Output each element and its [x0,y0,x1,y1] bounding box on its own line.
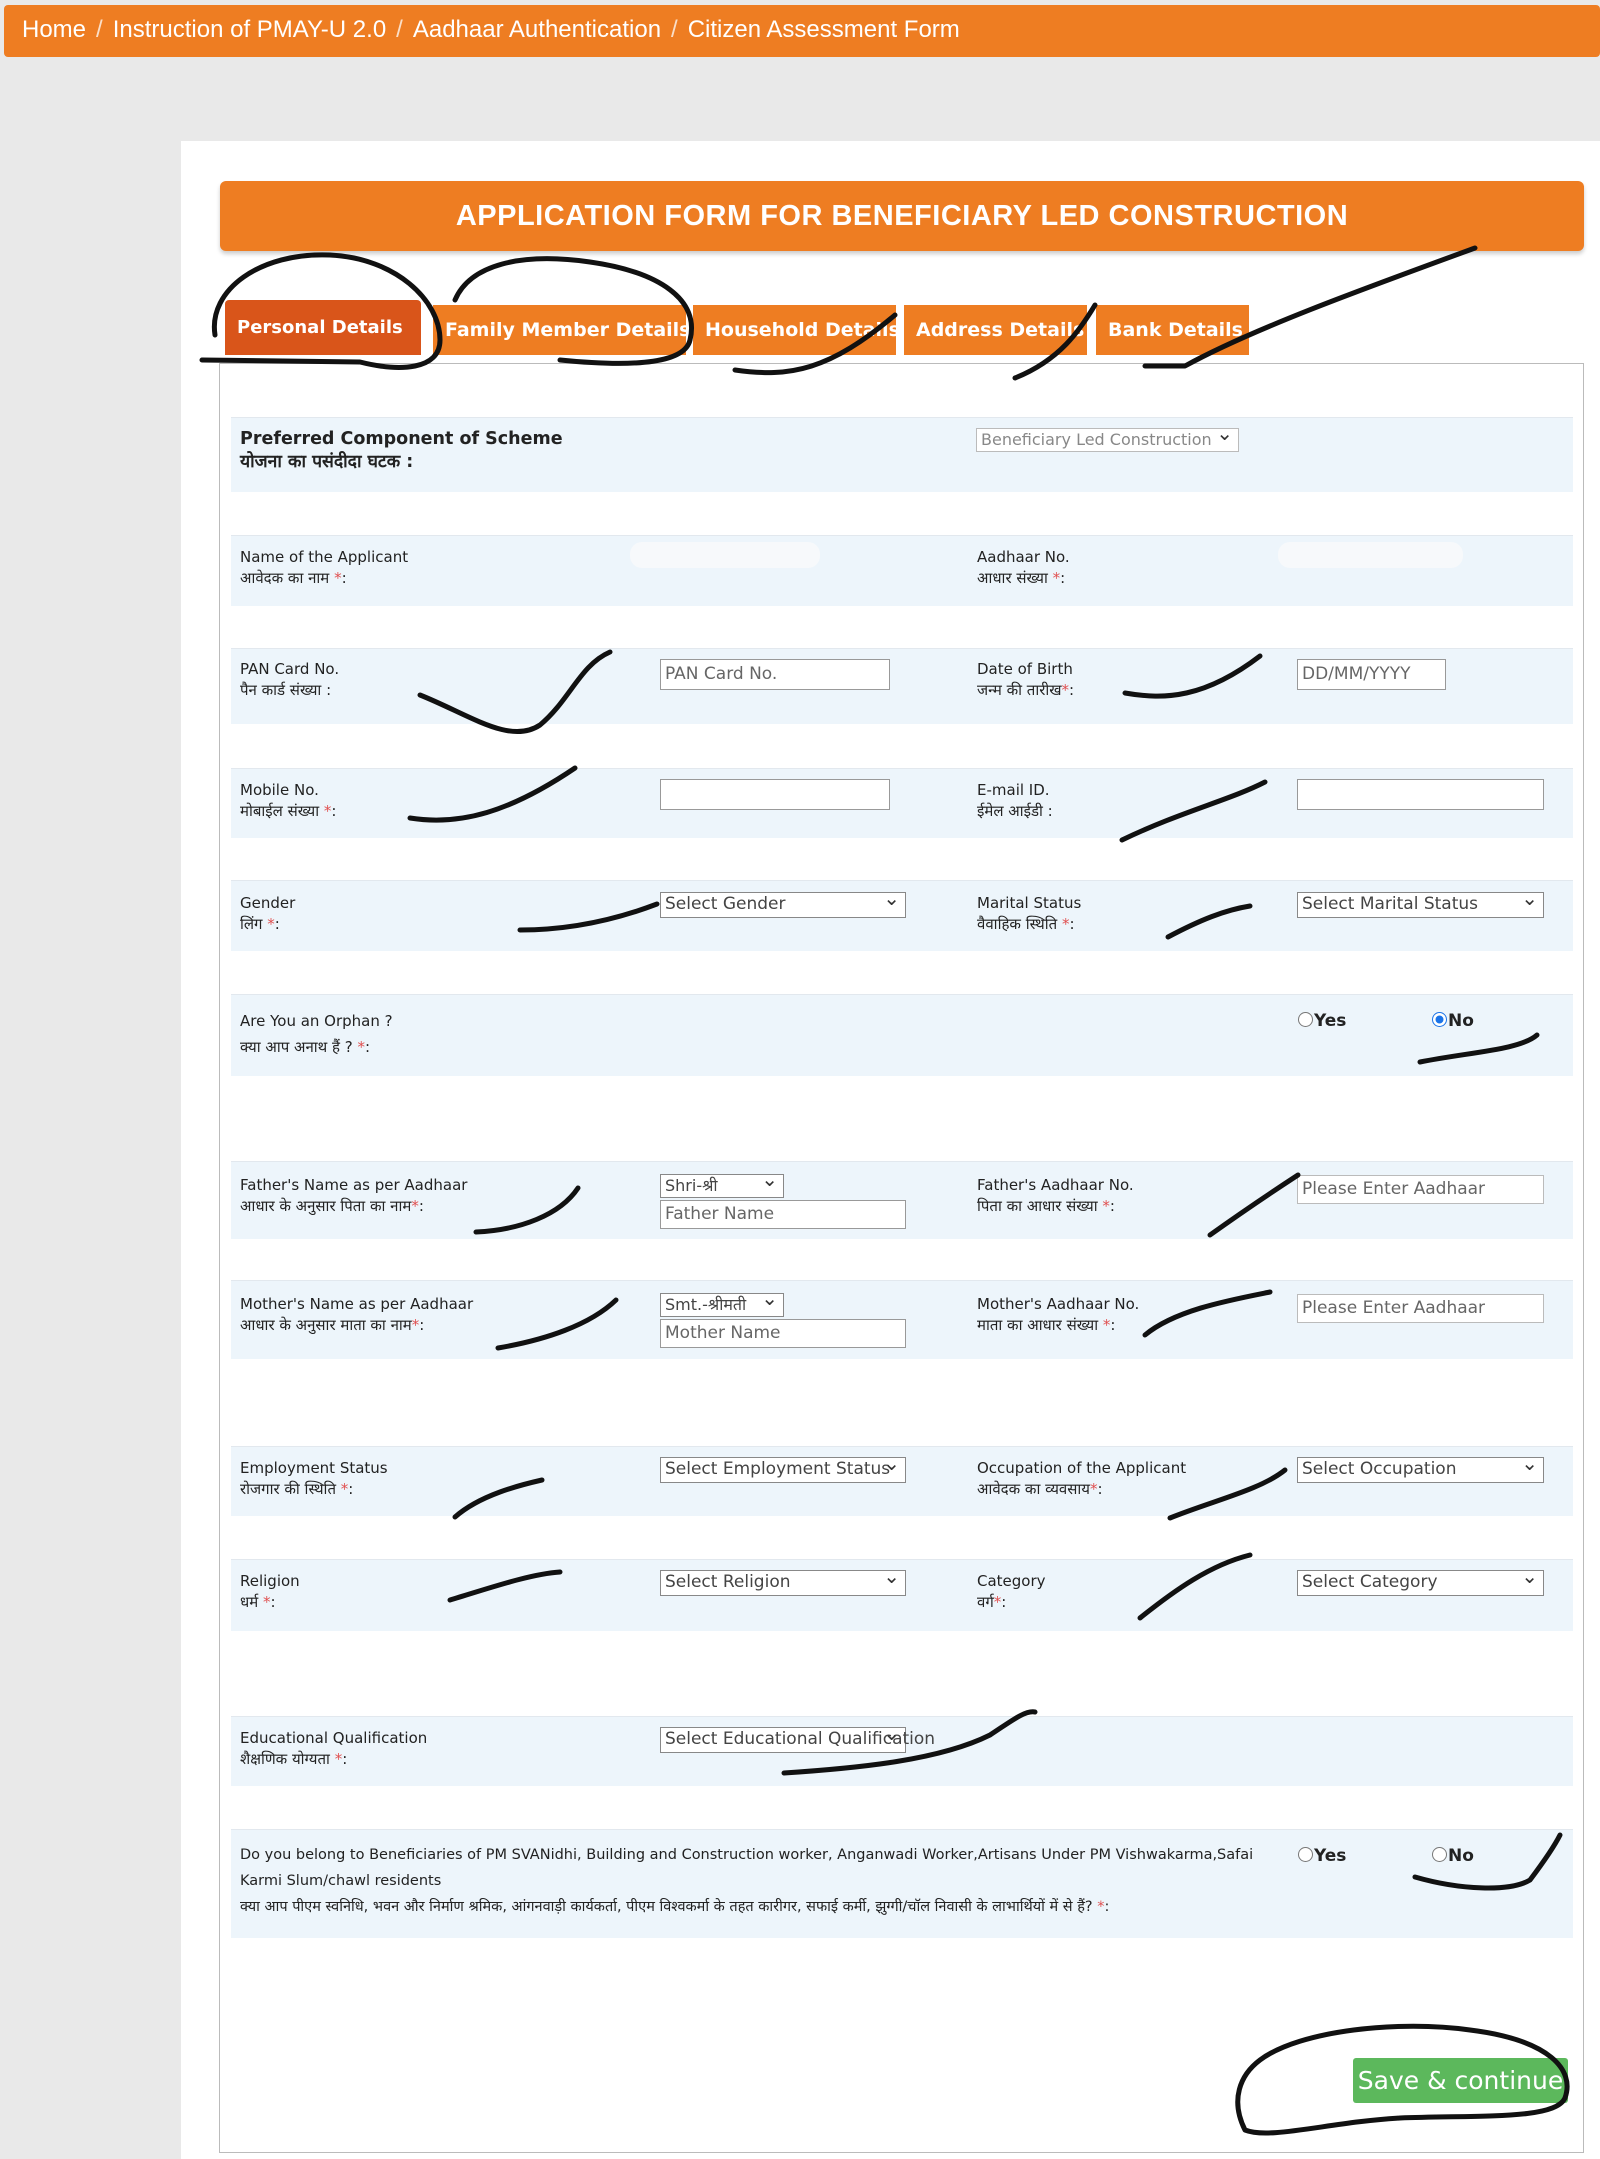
mobile-input[interactable] [660,779,890,810]
radio-circle-icon [1298,1847,1313,1862]
pan-input[interactable]: PAN Card No. [660,659,890,690]
mobile-label: Mobile No. मोबाईल संख्या *: [240,781,337,820]
radio-selected-icon [1432,1012,1447,1027]
applicant-name-label: Name of the Applicant आवेदक का नाम *: [240,548,409,587]
father-prefix-select[interactable]: Shri-श्री ⌄ [660,1174,784,1198]
occupation-label: Occupation of the Applicant आवेदक का व्यवसाय*: [977,1459,1187,1498]
category-label: Category वर्ग*: [977,1572,1046,1611]
radio-circle-icon [1298,1012,1313,1027]
tab-bank-details[interactable]: Bank Details [1096,305,1249,355]
mother-prefix-select[interactable]: Smt.-श्रीमती ⌄ [660,1293,784,1317]
father-aadhaar-input[interactable]: Please Enter Aadhaar [1297,1175,1544,1204]
aadhaar-label: Aadhaar No. आधार संख्या *: [977,548,1070,587]
occupation-select[interactable]: Select Occupation ⌄ [1297,1457,1544,1483]
tab-household-details[interactable]: Household Details [693,305,896,355]
marital-status-select[interactable]: Select Marital Status ⌄ [1297,892,1544,918]
radio-circle-icon [1432,1847,1447,1862]
breadcrumb: Home / Instruction of PMAY-U 2.0 / Aadhaar Authentication / Citizen Assessment Form [22,16,960,43]
pm-schemes-no-radio[interactable]: No [1432,1846,1474,1866]
component-select[interactable]: Beneficiary Led Construction ⌄ [976,428,1239,452]
employment-status-select[interactable]: Select Employment Status ⌄ [660,1457,906,1483]
tab-address-details[interactable]: Address Details [904,305,1087,355]
row-band [231,994,1573,1076]
orphan-label: Are You an Orphan ? क्या आप अनाथ हैं ? *: [240,1012,393,1056]
mother-name-input[interactable]: Mother Name [660,1319,906,1348]
father-name-input[interactable]: Father Name [660,1200,906,1229]
orphan-no-radio[interactable]: No [1432,1011,1474,1031]
breadcrumb-current: Citizen Assessment Form [687,16,960,43]
marital-status-label: Marital Status वैवाहिक स्थिति *: [977,894,1082,933]
father-name-label: Father's Name as per Aadhaar आधार के अनुसार पिता का नाम*: [240,1176,468,1215]
religion-label: Religion धर्म *: [240,1572,300,1611]
religion-select[interactable]: Select Religion ⌄ [660,1570,906,1596]
aadhaar-value-redacted [1278,542,1463,568]
email-input[interactable] [1297,779,1544,810]
gender-label: Gender लिंग *: [240,894,296,933]
breadcrumb-home[interactable]: Home [22,16,87,43]
employment-status-label: Employment Status रोजगार की स्थिति *: [240,1459,388,1498]
dob-input[interactable]: DD/MM/YYYY [1297,659,1446,690]
education-label: Educational Qualification शैक्षणिक योग्यता *: [240,1729,428,1768]
tab-personal-details[interactable]: Personal Details [225,300,421,355]
pm-schemes-label: Do you belong to Beneficiaries of PM SVANidhi, Building and Construction worker, Anganwadi Worker,Artisans Under PM Vishwakarma,Safai Karmi Slum/chawl residents क्या आप पीएम स्वनिधि, भवन और निर्माण श्रमिक, आंगनवाड़ी कार्यकर्ता, पीएम विश्वकर्मा के तहत कारीगर, सफाई कर्मी, झुग्गी/चॉल निवासी के लाभार्थियों में से हैं? *: [240,1847,1254,1915]
dob-label: Date of Birth जन्म की तारीख*: [977,660,1075,699]
email-label: E-mail ID. ईमेल आईडी : [977,781,1053,820]
breadcrumb-aadhaar-auth[interactable]: Aadhaar Authentication [412,16,662,43]
gender-select[interactable]: Select Gender ⌄ [660,892,906,918]
save-continue-button[interactable]: Save & continue [1353,2058,1568,2103]
mother-name-label: Mother's Name as per Aadhaar आधार के अनुसार माता का नाम*: [240,1295,474,1334]
pan-label: PAN Card No. पैन कार्ड संख्या : [240,660,340,699]
applicant-name-value-redacted [630,542,820,568]
breadcrumb-instruction[interactable]: Instruction of PMAY-U 2.0 [112,16,387,43]
pm-schemes-yes-radio[interactable]: Yes [1298,1846,1346,1866]
education-select[interactable]: Select Educational Qualification ⌄ [660,1727,906,1753]
mother-aadhaar-input[interactable]: Please Enter Aadhaar [1297,1294,1544,1323]
category-select[interactable]: Select Category ⌄ [1297,1570,1544,1596]
breadcrumb-bar [4,5,1600,57]
form-title: APPLICATION FORM FOR BENEFICIARY LED CONSTRUCTION [220,181,1584,251]
father-aadhaar-label: Father's Aadhaar No. पिता का आधार संख्या *: [977,1176,1134,1215]
tab-family-member-details[interactable]: Family Member Details [433,305,686,355]
mother-aadhaar-label: Mother's Aadhaar No. माता का आधार संख्या *: [977,1295,1140,1334]
orphan-yes-radio[interactable]: Yes [1298,1011,1346,1031]
component-label: Preferred Component of Scheme योजना का पसंदीदा घटक : [240,429,563,472]
